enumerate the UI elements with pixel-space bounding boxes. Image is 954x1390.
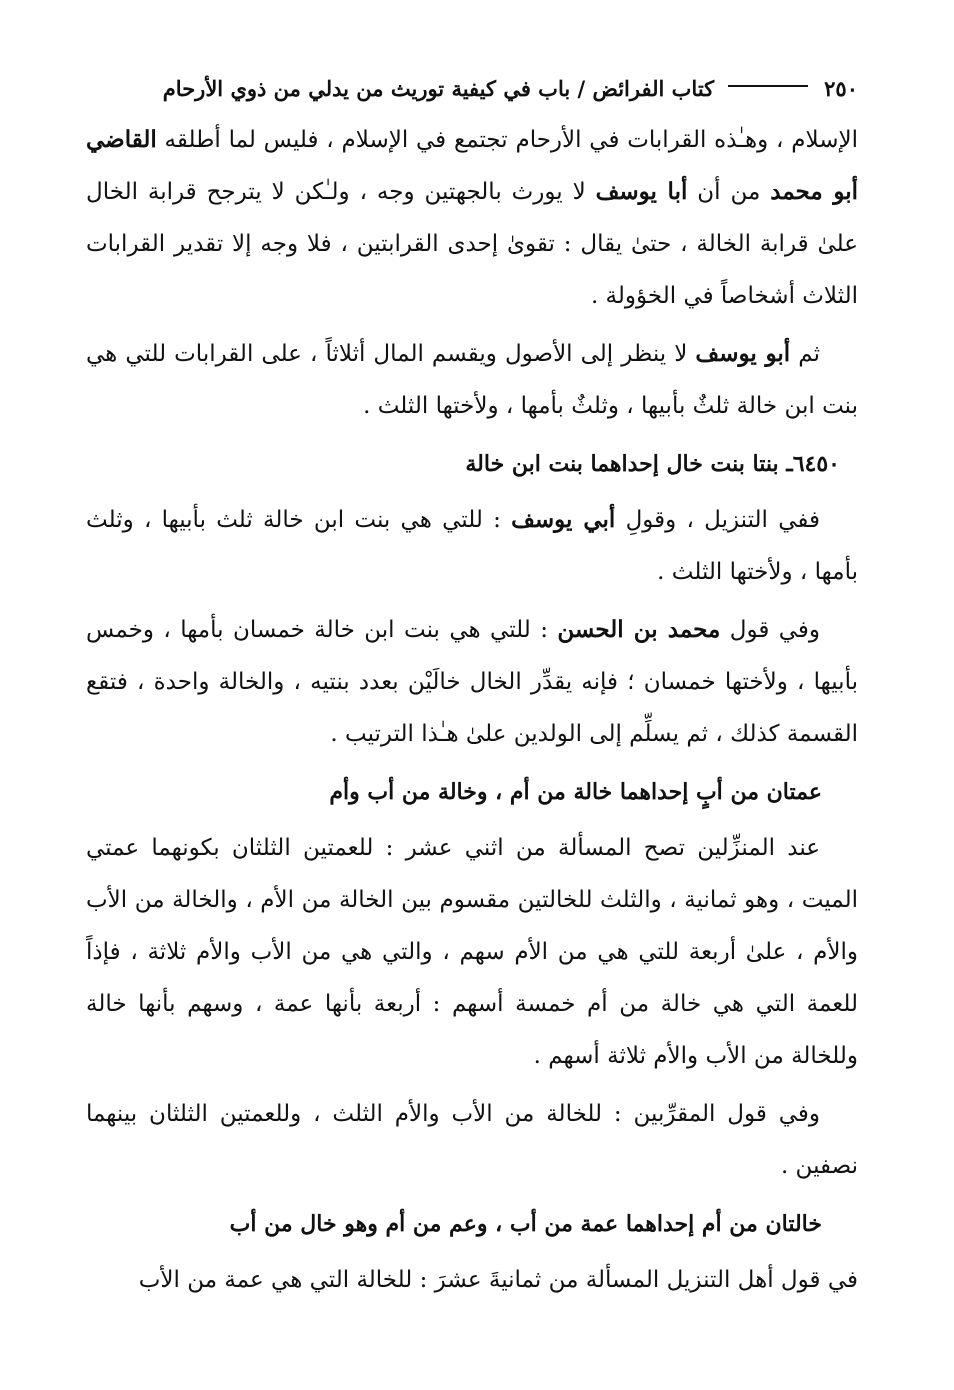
paragraph-p3: ففي التنزيل ، وقولِ أبي يوسف : للتي هي بنت ابن خالة ثلث بأبيها ، وثلث بأمها ، ولأختها الثلث . xyxy=(86,506,858,585)
bold-name: محمد بن الحسن xyxy=(557,616,721,643)
paragraph-p2: ثم أبو يوسف لا ينظر إلى الأصول ويقسم المال أثلاثاً ، على القرابات للتي هي بنت ابن خالة ثلثٌ بأبيها ، وثلثٌ بأمها ، ولأختها الثلث . xyxy=(86,340,858,419)
section-heading-two-maternal-aunts: خالتان من أم إحداهما عمة من أب ، وعم من أم وهو خال من أب xyxy=(229,1211,822,1237)
page-header xyxy=(86,62,858,114)
paragraph-group-2 xyxy=(86,494,858,760)
header-rule xyxy=(728,85,808,87)
paragraph-group-4 xyxy=(86,1254,858,1306)
paragraph-group-1 xyxy=(86,114,858,432)
paragraph-group-3 xyxy=(86,822,858,1192)
bold-name: أبا يوسف xyxy=(595,178,688,205)
paragraph-p7: في قول أهل التنزيل المسألة من ثمانيةَ عشرَ : للخالة التي هي عمة من الأب xyxy=(138,1267,858,1293)
page-body xyxy=(86,114,858,1306)
paragraph-p5: عند المنزِّلين تصح المسألة من اثني عشر : للعمتين الثلثان بكونهما عمتي الميت ، وهو ثمانية ، والثلث للخالتين مقسوم بين الخالة من الأم ، والخالة من الأب والأم ، علىٰ أربعة للتي هي من الأم سهم ، والتي هي من الأب والأم ثلاثة ، فإذاً للعمة التي هي خالة من أم خمسة أسهم : أربعة بأنها عمة ، وسهم بأنها خالة وللخالة من الأب والأم ثلاثة أسهم . xyxy=(86,835,858,1069)
paragraph-p6: وفي قول المقرِّبين : للخالة من الأب والأم الثلث ، وللعمتين الثلثان بينهما نصفين . xyxy=(86,1101,858,1179)
book-page xyxy=(86,62,858,1350)
section-heading-6450: ٦٤٥٠ـ بنتا بنت خال إحداهما بنت ابن خالة xyxy=(465,451,840,477)
bold-name: القاضي أبو محمد xyxy=(86,126,858,205)
bold-name: أبي يوسف xyxy=(511,506,616,533)
page-number: ٢٥٠ xyxy=(824,75,858,101)
paragraph-p4: وفي قول محمد بن الحسن : للتي هي بنت ابن خالة خمسان بأمها ، وخمس بأبيها ، ولأختها خمسان ؛ فإنه يقدِّر الخال خالَيْن بعدد بنتيه ، والخالة واحدة ، فتقع القسمة كذلك ، ثم يسلِّم إلى الولدين علىٰ هـٰذا الترتيب . xyxy=(86,616,858,747)
bold-name: أبو يوسف xyxy=(695,340,791,367)
running-title: كتاب الفرائض / باب في كيفية توريث من يدلي من ذوي الأرحام xyxy=(162,75,715,101)
paragraph-p1: الإسلام ، وهـٰذه القرابات في الأرحام تجتمع في الإسلام ، فليس لما أطلقه القاضي أبو محمد من أن أبا يوسف لا يورث بالجهتين وجه ، ولـٰكن لا يترجح قرابة الخال علىٰ قرابة الخالة ، حتىٰ يقال : تقوىٰ إحدى القرابتين ، فلا وجه إلا تقدير القرابات الثلاث أشخاصاً في الخؤولة . xyxy=(86,126,858,309)
section-heading-two-aunts: عمتان من أبٍ إحداهما خالة من أم ، وخالة من أب وأم xyxy=(329,779,822,805)
